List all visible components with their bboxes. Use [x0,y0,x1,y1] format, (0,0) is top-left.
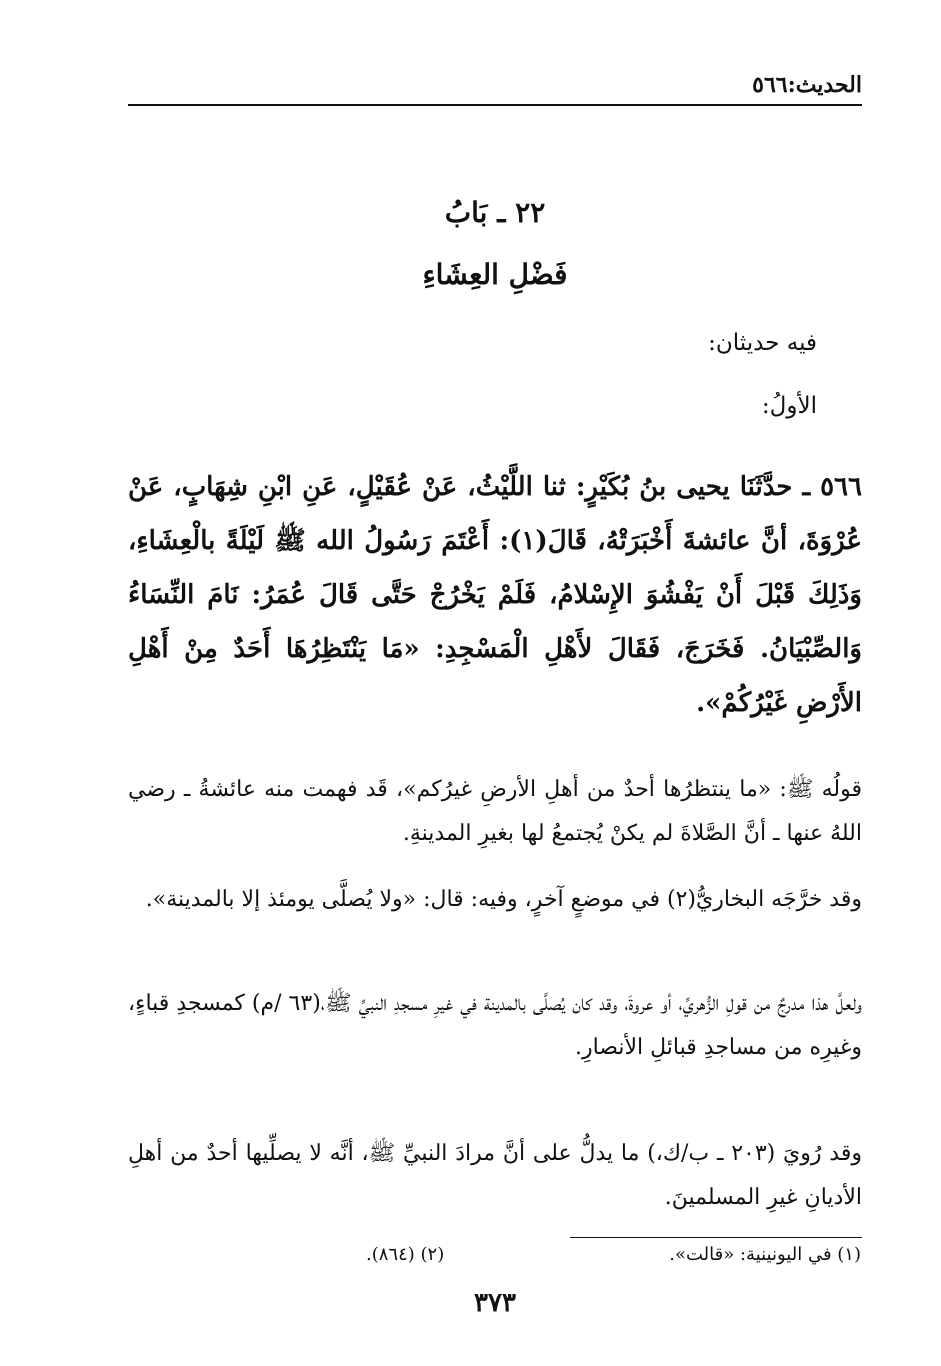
commentary-paragraph: قولُه ﷺ: «ما ينتظرُها أحدٌ من أهلِ الأرضِ غيرُكم»، قَد فهمت منه عائشةُ ـ رضي اللهُ عنها ـ أنَّ الصَّلاةَ لم يكنْ يُجتمعُ لها بغيرِ المدينةِ. [128,777,862,846]
intro-line: فيه حديثان: [708,330,817,356]
chapter-title: فَضْلِ العِشَاءِ [422,258,568,291]
header-rule [128,104,862,106]
hadith-text: ٥٦٦ ـ حدَّثَنَا يحيى بنُ بُكَيْرٍ: ثنا اللَّيْثُ، عَنْ عُقَيْلٍ، عَنِ ابْنِ شِهَابٍ، عَنْ عُرْوَةَ، أنَّ عائشةَ أَخْبَرَتْهُ، قَالَ(١): أَعْتَمَ رَسُولُ الله ﷺ لَيْلَةً بالْعِشَاءِ، وَذَلِكَ قَبْلَ أَنْ يَفْشُوَ الإِسْلامُ، فَلَمْ يَخْرُجْ حَتَّى قَالَ عُمَرُ: نَامَ النِّسَاءُ وَالصِّبْيَانُ. فَخَرَجَ، فَقَالَ لأَهْلِ الْمَسْجِدِ: «مَا يَنْتَظِرُهَا أَحَدٌ مِنْ أَهْلِ الأَرْضِ غَيْرُكُمْ». [128,472,863,718]
footnote-rule [570,1237,862,1238]
commentary-paragraph: ولعلَّ هذا مدرجٌ من قولِ الزُّهريِّ، أو عروةَ، وقد كان يُصلَّى بالمدينة في غيرِ مسجدِ النبيِّ ﷺ،(٦٣ /م) كمسجدِ قباءٍ، وغيرِه من مساجدِ قبائلِ الأنصارِ. [128,991,863,1060]
footnote: (١) في اليونينية: «قالت». [669,1244,861,1265]
intro-line: الأولُ: [761,393,817,419]
page-number: ٣٧٣ [474,1288,516,1318]
commentary-paragraph: وقد خرَّجَه البخاريُّ(٢) في موضعٍ آخرٍ، وفيه: قال: «ولا يُصلَّى يومئذ إلا بالمدينة». [145,887,862,912]
chapter-number: ٢٢ ـ بَابُ [444,196,546,229]
footnote: (٢) (٨٦٤). [366,1244,445,1265]
commentary-paragraph: وقد رُويَ (٢٠٣ ـ ب/ك،) ما يدلُّ على أنَّ مرادَ النبيِّ ﷺ، أنَّه لا يصلِّيها أحدٌ من أهلِ الأديانِ غيرِ المسلمينَ. [128,1141,862,1210]
running-header: الحديث:٥٦٦ [752,72,862,98]
